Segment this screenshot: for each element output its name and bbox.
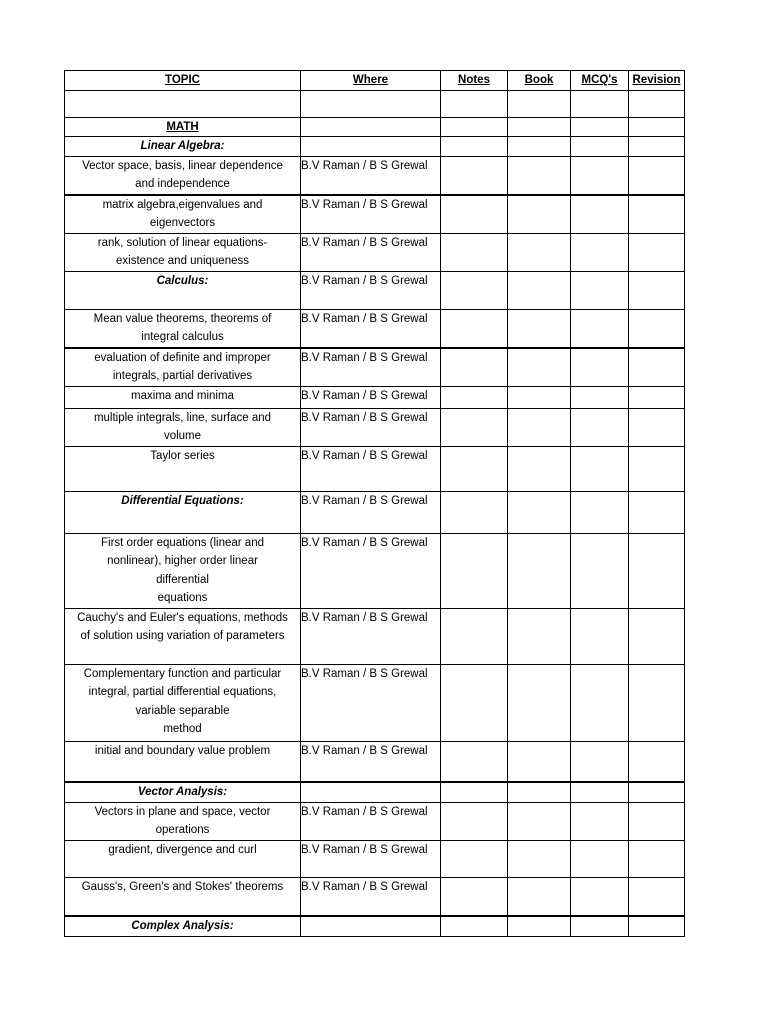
mcqs-cell[interactable] bbox=[571, 408, 629, 446]
section-heading-cell: Vector Analysis: bbox=[65, 782, 301, 802]
table-row bbox=[65, 491, 685, 533]
mcqs-cell[interactable] bbox=[571, 446, 629, 491]
book-cell[interactable] bbox=[508, 446, 571, 491]
book-cell[interactable] bbox=[508, 664, 571, 741]
table-row bbox=[65, 386, 685, 408]
table-row bbox=[65, 608, 685, 664]
where-cell: B.V Raman / B S Grewal bbox=[301, 271, 441, 309]
where-cell bbox=[301, 916, 441, 936]
notes-cell[interactable] bbox=[441, 271, 508, 309]
mcqs-cell[interactable] bbox=[571, 156, 629, 195]
where-cell: B.V Raman / B S Grewal bbox=[301, 386, 441, 408]
revision-cell[interactable] bbox=[629, 741, 685, 782]
table-row bbox=[65, 348, 685, 387]
notes-cell[interactable] bbox=[441, 156, 508, 195]
book-cell[interactable] bbox=[508, 408, 571, 446]
where-cell: B.V Raman / B S Grewal bbox=[301, 348, 441, 387]
where-cell bbox=[301, 137, 441, 157]
table-row bbox=[65, 916, 685, 936]
mcqs-cell[interactable] bbox=[571, 877, 629, 916]
book-cell[interactable] bbox=[508, 877, 571, 916]
notes-cell[interactable] bbox=[441, 446, 508, 491]
book-cell[interactable] bbox=[508, 741, 571, 782]
revision-cell[interactable] bbox=[629, 608, 685, 664]
book-cell[interactable] bbox=[508, 840, 571, 877]
where-cell: B.V Raman / B S Grewal bbox=[301, 408, 441, 446]
where-cell: B.V Raman / B S Grewal bbox=[301, 446, 441, 491]
mcqs-cell[interactable] bbox=[571, 840, 629, 877]
revision-cell[interactable] bbox=[629, 533, 685, 608]
where-cell: B.V Raman / B S Grewal bbox=[301, 491, 441, 533]
where-cell: B.V Raman / B S Grewal bbox=[301, 802, 441, 840]
book-cell[interactable] bbox=[508, 916, 571, 936]
table-row bbox=[65, 90, 685, 117]
mcqs-cell[interactable] bbox=[571, 782, 629, 802]
notes-cell[interactable] bbox=[441, 348, 508, 387]
mcqs-cell[interactable] bbox=[571, 309, 629, 348]
table-row bbox=[65, 137, 685, 157]
revision-cell[interactable] bbox=[629, 271, 685, 309]
topic-cell: Mean value theorems, theorems of integral calculus bbox=[65, 309, 301, 348]
book-cell[interactable] bbox=[508, 117, 571, 137]
where-cell: B.V Raman / B S Grewal bbox=[301, 195, 441, 234]
mcqs-cell[interactable] bbox=[571, 117, 629, 137]
notes-cell[interactable] bbox=[441, 491, 508, 533]
book-cell[interactable] bbox=[508, 233, 571, 271]
table-row bbox=[65, 782, 685, 802]
notes-cell[interactable] bbox=[441, 741, 508, 782]
notes-cell[interactable] bbox=[441, 90, 508, 117]
notes-cell[interactable] bbox=[441, 137, 508, 157]
mcqs-cell[interactable] bbox=[571, 916, 629, 936]
table-row bbox=[65, 877, 685, 916]
table-row bbox=[65, 233, 685, 271]
notes-cell[interactable] bbox=[441, 608, 508, 664]
mcqs-cell[interactable] bbox=[571, 271, 629, 309]
book-cell[interactable] bbox=[508, 348, 571, 387]
notes-cell[interactable] bbox=[441, 117, 508, 137]
topic-cell: Vectors in plane and space, vector operations bbox=[65, 802, 301, 840]
header-topic: TOPIC bbox=[65, 71, 301, 91]
book-cell[interactable] bbox=[508, 782, 571, 802]
section-heading-cell: Linear Algebra: bbox=[65, 137, 301, 157]
topic-cell: initial and boundary value problem bbox=[65, 741, 301, 782]
topic-cell: Gauss's, Green's and Stokes' theorems bbox=[65, 877, 301, 916]
table-row bbox=[65, 446, 685, 491]
revision-cell[interactable] bbox=[629, 348, 685, 387]
where-cell: B.V Raman / B S Grewal bbox=[301, 741, 441, 782]
mcqs-cell[interactable] bbox=[571, 802, 629, 840]
book-cell[interactable] bbox=[508, 137, 571, 157]
table-row bbox=[65, 802, 685, 840]
notes-cell[interactable] bbox=[441, 309, 508, 348]
revision-cell[interactable] bbox=[629, 309, 685, 348]
notes-cell[interactable] bbox=[441, 233, 508, 271]
where-cell: B.V Raman / B S Grewal bbox=[301, 664, 441, 741]
mcqs-cell[interactable] bbox=[571, 664, 629, 741]
header-where: Where bbox=[301, 71, 441, 91]
mcqs-cell[interactable] bbox=[571, 608, 629, 664]
revision-cell[interactable] bbox=[629, 408, 685, 446]
notes-cell[interactable] bbox=[441, 782, 508, 802]
topic-cell: Cauchy's and Euler's equations, methods of solution using variation of parameters bbox=[65, 608, 301, 664]
table-row bbox=[65, 840, 685, 877]
notes-cell[interactable] bbox=[441, 877, 508, 916]
table-row bbox=[65, 408, 685, 446]
revision-cell[interactable] bbox=[629, 664, 685, 741]
revision-cell[interactable] bbox=[629, 782, 685, 802]
revision-cell[interactable] bbox=[629, 877, 685, 916]
book-cell[interactable] bbox=[508, 802, 571, 840]
notes-cell[interactable] bbox=[441, 386, 508, 408]
book-cell[interactable] bbox=[508, 309, 571, 348]
table-row bbox=[65, 195, 685, 234]
where-cell: B.V Raman / B S Grewal bbox=[301, 233, 441, 271]
mcqs-cell[interactable] bbox=[571, 195, 629, 234]
book-cell[interactable] bbox=[508, 156, 571, 195]
notes-cell[interactable] bbox=[441, 408, 508, 446]
where-cell bbox=[301, 117, 441, 137]
header-revision: Revision bbox=[629, 71, 685, 91]
revision-cell[interactable] bbox=[629, 491, 685, 533]
section-heading-cell: Complex Analysis: bbox=[65, 916, 301, 936]
book-cell[interactable] bbox=[508, 195, 571, 234]
table-row bbox=[65, 156, 685, 195]
revision-cell[interactable] bbox=[629, 802, 685, 840]
topic-cell: First order equations (linear and nonlinear), higher order linear differential equations bbox=[65, 533, 301, 608]
mcqs-cell[interactable] bbox=[571, 137, 629, 157]
revision-cell[interactable] bbox=[629, 233, 685, 271]
topic-cell bbox=[65, 90, 301, 117]
where-cell: B.V Raman / B S Grewal bbox=[301, 309, 441, 348]
book-cell[interactable] bbox=[508, 386, 571, 408]
where-cell: B.V Raman / B S Grewal bbox=[301, 877, 441, 916]
notes-cell[interactable] bbox=[441, 533, 508, 608]
revision-cell[interactable] bbox=[629, 195, 685, 234]
header-notes: Notes bbox=[441, 71, 508, 91]
header-mcqs: MCQ's bbox=[571, 71, 629, 91]
table-row bbox=[65, 309, 685, 348]
section-heading-cell: Calculus: bbox=[65, 271, 301, 309]
revision-cell[interactable] bbox=[629, 840, 685, 877]
notes-cell[interactable] bbox=[441, 840, 508, 877]
header-book: Book bbox=[508, 71, 571, 91]
table-row bbox=[65, 741, 685, 782]
topic-cell: maxima and minima bbox=[65, 386, 301, 408]
mcqs-cell[interactable] bbox=[571, 533, 629, 608]
mcqs-cell[interactable] bbox=[571, 233, 629, 271]
revision-cell[interactable] bbox=[629, 386, 685, 408]
table-body bbox=[65, 90, 685, 936]
revision-cell[interactable] bbox=[629, 117, 685, 137]
book-cell[interactable] bbox=[508, 533, 571, 608]
revision-cell[interactable] bbox=[629, 446, 685, 491]
topic-cell: multiple integrals, line, surface and volume bbox=[65, 408, 301, 446]
book-cell[interactable] bbox=[508, 271, 571, 309]
revision-cell[interactable] bbox=[629, 156, 685, 195]
where-cell: B.V Raman / B S Grewal bbox=[301, 156, 441, 195]
where-cell: B.V Raman / B S Grewal bbox=[301, 533, 441, 608]
table-row bbox=[65, 271, 685, 309]
notes-cell[interactable] bbox=[441, 802, 508, 840]
topic-cell: matrix algebra,eigenvalues and eigenvectors bbox=[65, 195, 301, 234]
topic-cell: Vector space, basis, linear dependence and independence bbox=[65, 156, 301, 195]
book-cell[interactable] bbox=[508, 491, 571, 533]
revision-cell[interactable] bbox=[629, 90, 685, 117]
topic-cell: gradient, divergence and curl bbox=[65, 840, 301, 877]
mcqs-cell[interactable] bbox=[571, 348, 629, 387]
study-tracker-table bbox=[64, 70, 685, 937]
where-cell: B.V Raman / B S Grewal bbox=[301, 840, 441, 877]
mcqs-cell[interactable] bbox=[571, 741, 629, 782]
book-cell[interactable] bbox=[508, 90, 571, 117]
mcqs-cell[interactable] bbox=[571, 491, 629, 533]
topic-cell: rank, solution of linear equations- existence and uniqueness bbox=[65, 233, 301, 271]
table-row bbox=[65, 533, 685, 608]
where-cell bbox=[301, 90, 441, 117]
revision-cell[interactable] bbox=[629, 137, 685, 157]
topic-cell: Taylor series bbox=[65, 446, 301, 491]
table-row bbox=[65, 664, 685, 741]
topic-cell: Complementary function and particular integral, partial differential equations, variable separable method bbox=[65, 664, 301, 741]
notes-cell[interactable] bbox=[441, 195, 508, 234]
subject-heading-cell: MATH bbox=[65, 117, 301, 137]
header-row bbox=[65, 71, 685, 91]
mcqs-cell[interactable] bbox=[571, 386, 629, 408]
book-cell[interactable] bbox=[508, 608, 571, 664]
notes-cell[interactable] bbox=[441, 916, 508, 936]
table-row bbox=[65, 117, 685, 137]
mcqs-cell[interactable] bbox=[571, 90, 629, 117]
section-heading-cell: Differential Equations: bbox=[65, 491, 301, 533]
where-cell bbox=[301, 782, 441, 802]
revision-cell[interactable] bbox=[629, 916, 685, 936]
topic-cell: evaluation of definite and improper integrals, partial derivatives bbox=[65, 348, 301, 387]
notes-cell[interactable] bbox=[441, 664, 508, 741]
where-cell: B.V Raman / B S Grewal bbox=[301, 608, 441, 664]
